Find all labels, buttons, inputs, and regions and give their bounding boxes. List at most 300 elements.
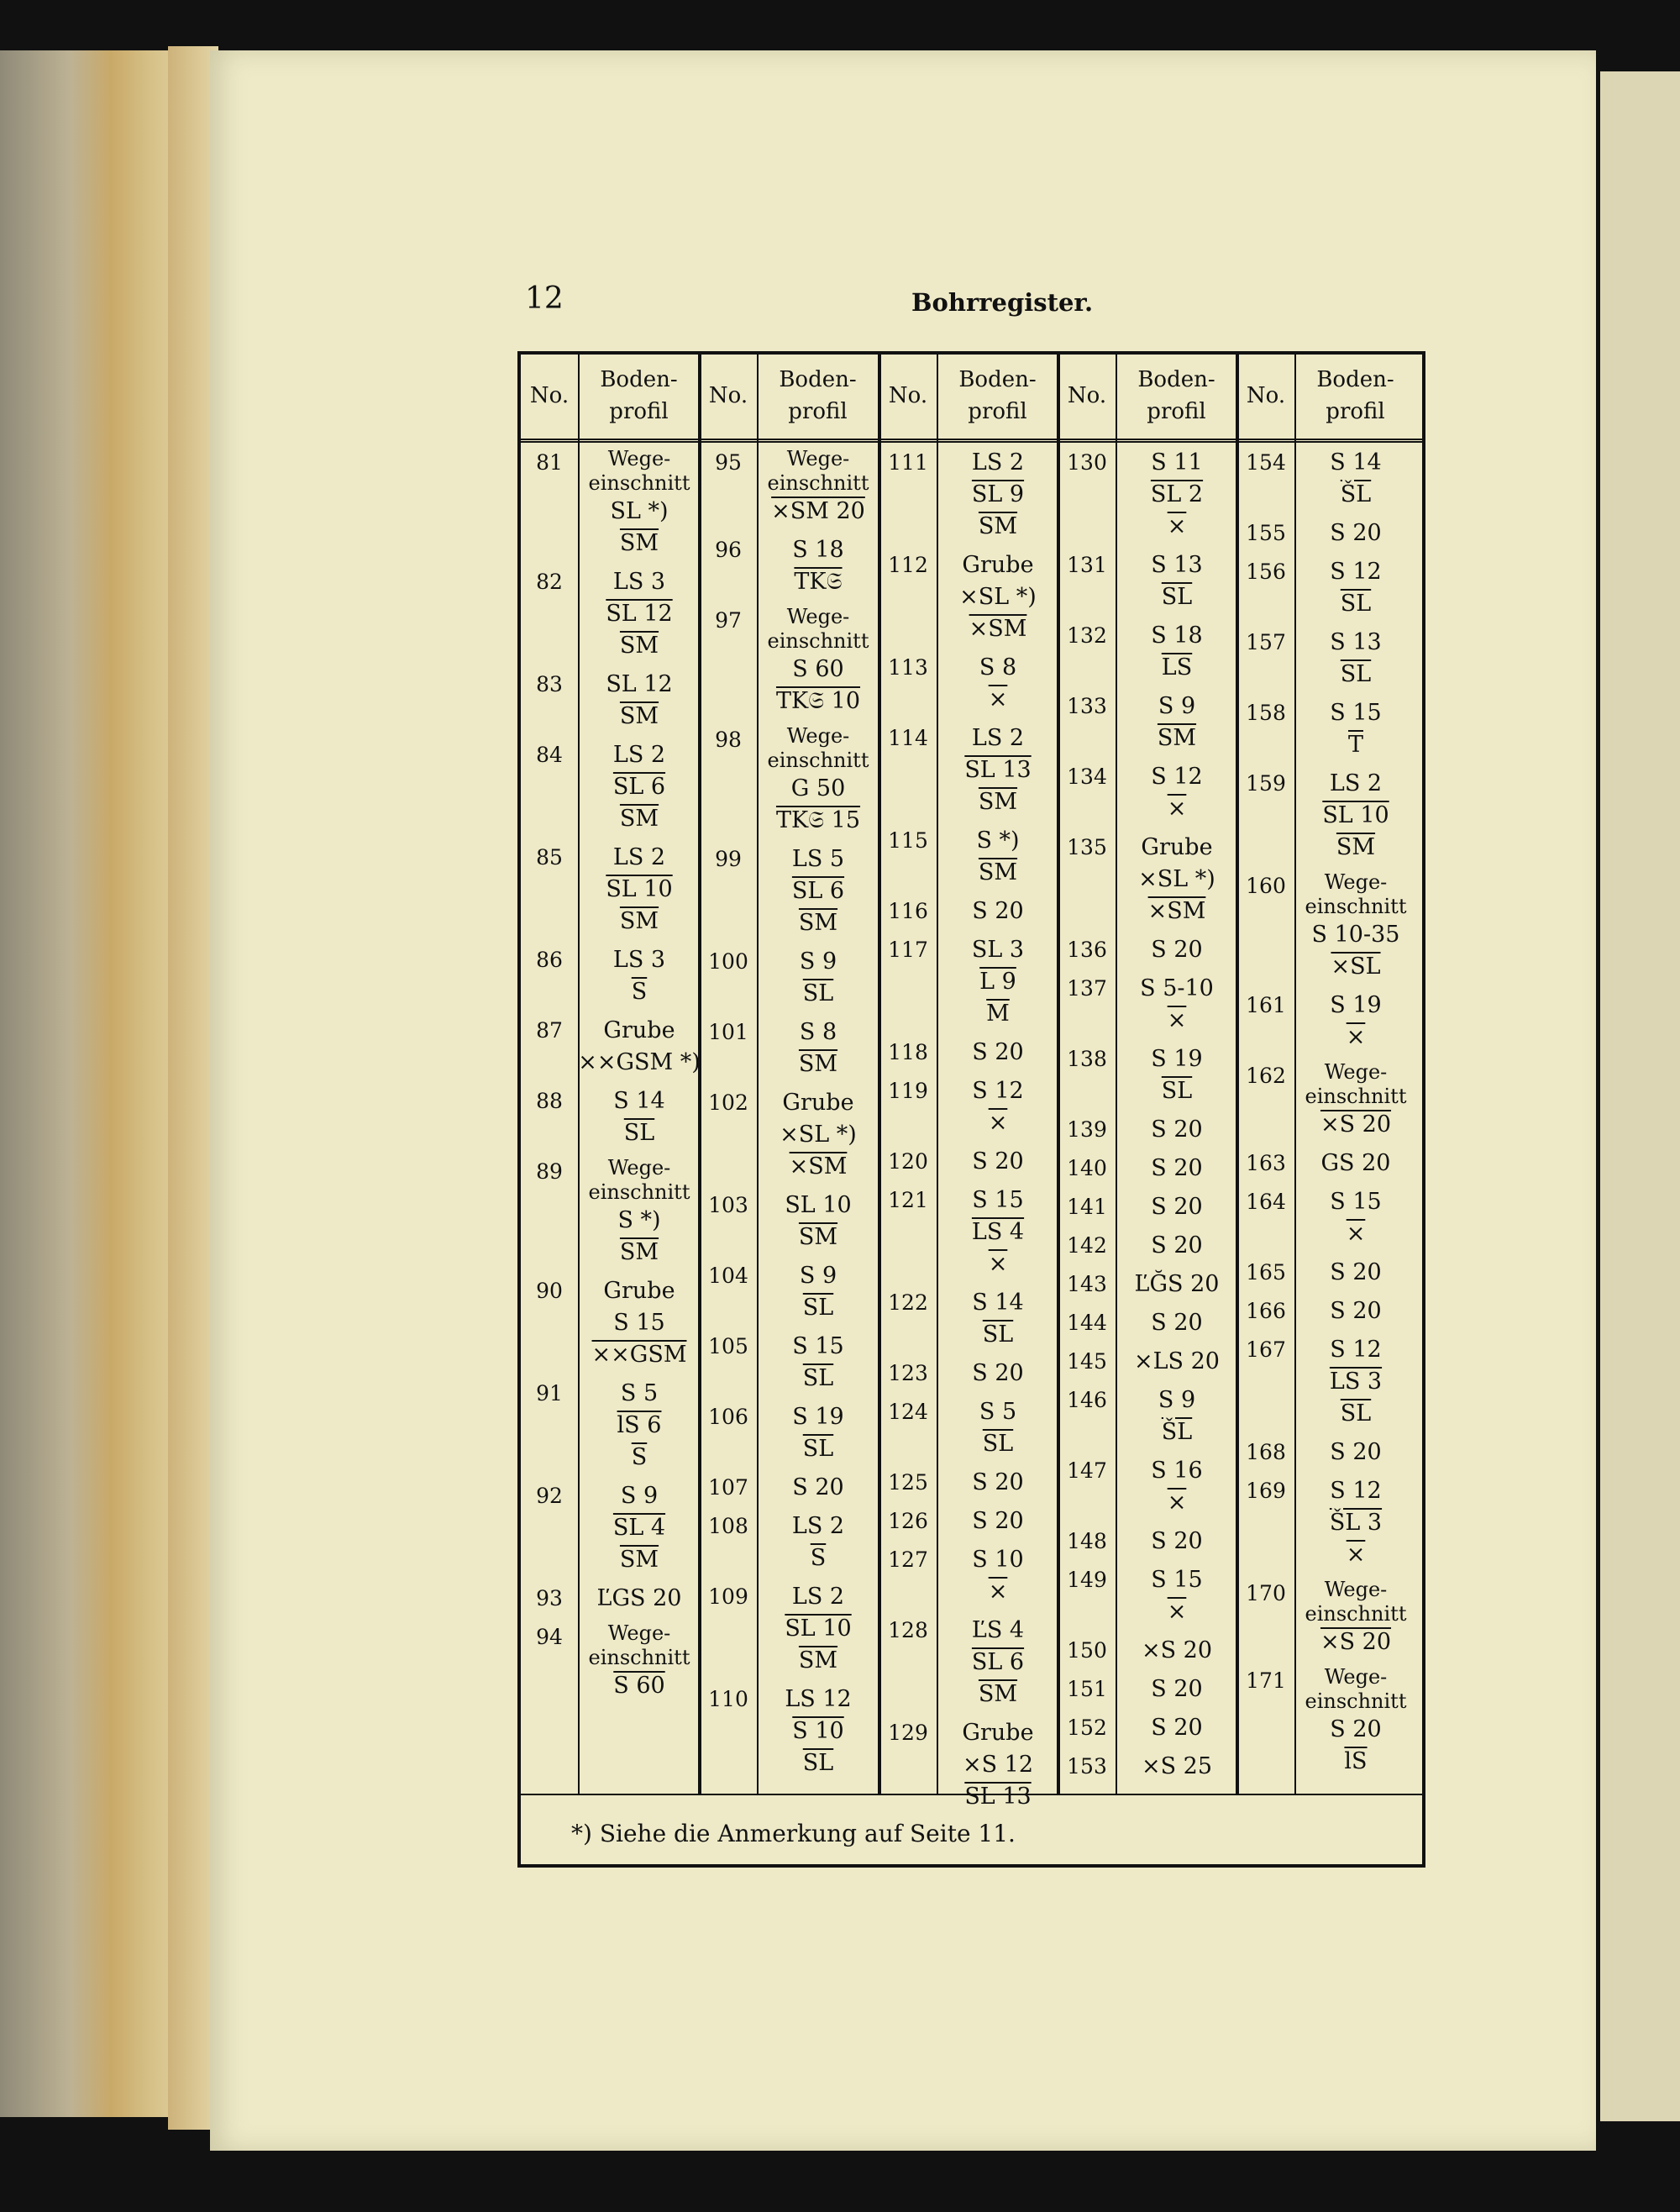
entry-number: 98 <box>715 728 742 752</box>
entry-number: 131 <box>1067 553 1107 577</box>
profil-line: S 9 <box>799 948 837 975</box>
profil-line: S 9 <box>1158 693 1196 719</box>
entry-number: 124 <box>888 1400 928 1424</box>
profil-line: Wege- <box>607 1156 671 1180</box>
profil-line: S 8 <box>979 654 1017 680</box>
running-head: Bohrregister. <box>911 288 1094 317</box>
profil-line: S 18 <box>792 537 844 563</box>
profil-line: LS 3 <box>1329 1369 1383 1395</box>
entry-number: 133 <box>1067 694 1107 718</box>
profil-line: ××GSM *) <box>578 1049 701 1075</box>
bodenprofil-cell <box>755 1260 881 1324</box>
profil-line: × <box>988 1110 1008 1136</box>
entry-number: 86 <box>536 948 563 972</box>
bodenprofil-cell <box>1114 447 1240 543</box>
header-no: No. <box>708 383 748 409</box>
profil-line: Wege- <box>786 447 850 470</box>
bodenprofil-cell <box>935 722 1061 818</box>
profil-line: S 5 <box>620 1380 659 1406</box>
profil-line: × <box>1167 1007 1187 1033</box>
entry-number: 97 <box>715 608 742 633</box>
bodenprofil-cell <box>576 447 702 560</box>
profil-line: × <box>988 1251 1008 1277</box>
entry-number: 154 <box>1246 450 1286 475</box>
entry-number: 144 <box>1067 1311 1107 1335</box>
entry-number: 111 <box>888 450 928 475</box>
bodenprofil-cell <box>1293 1148 1419 1180</box>
profil-line: S 16 <box>1151 1458 1203 1484</box>
profil-line: TK𝔖 10 <box>775 688 861 714</box>
profil-line: $\overline{SL}$ <box>982 1431 1014 1457</box>
header-bodenprofil: Boden- profil <box>779 367 857 424</box>
bodenprofil-cell <box>935 1358 1061 1390</box>
entry-number: 123 <box>888 1361 928 1385</box>
profil-line: SL 12 <box>606 601 673 627</box>
profil-line: S 15 <box>972 1187 1024 1213</box>
profil-line: $\overline{SL}$ <box>1161 1078 1193 1104</box>
entry-number: 96 <box>715 538 742 562</box>
profil-line: SL 6 <box>612 774 666 800</box>
profil-line: $\overline{SM}$ <box>798 910 838 936</box>
profil-line: $\overline{SM}$ <box>978 1681 1018 1707</box>
profil-line: S *) <box>976 828 1020 854</box>
profil-line: einschnitt <box>1305 895 1407 918</box>
profil-line: Grube <box>603 1017 675 1043</box>
profil-line: einschnitt <box>588 1646 690 1669</box>
bodenprofil-cell <box>576 669 702 733</box>
entry-number: 147 <box>1067 1458 1107 1483</box>
bodenprofil-cell <box>576 1480 702 1576</box>
entry-number: 102 <box>708 1090 748 1115</box>
bodenprofil-cell <box>1114 1230 1240 1262</box>
bodenprofil-cell <box>1293 518 1419 549</box>
profil-line: S 60 <box>792 656 844 682</box>
bodenprofil-cell <box>935 1505 1061 1537</box>
bodenprofil-cell <box>1114 1269 1240 1300</box>
profil-line: $\overline{SL}$ <box>802 1436 834 1462</box>
bodenprofil-cell <box>1114 1384 1240 1448</box>
entry-number: 100 <box>708 949 748 974</box>
profil-line: LS 2 <box>791 1584 845 1610</box>
entry-number: 162 <box>1246 1064 1286 1088</box>
profil-line: L 9 <box>979 969 1016 995</box>
profil-line: einschnitt <box>1305 1085 1407 1108</box>
entry-number: 170 <box>1246 1581 1286 1605</box>
entry-number: 130 <box>1067 450 1107 475</box>
entry-number: 142 <box>1067 1233 1107 1258</box>
profil-line: $\overline{ŠL}$ <box>1340 481 1372 507</box>
bodenprofil-cell <box>1114 1526 1240 1558</box>
profil-line: GS 20 <box>1320 1150 1391 1176</box>
profil-line: S 14 <box>613 1088 665 1114</box>
profil-line: einschnitt <box>767 749 869 772</box>
header-no: No. <box>888 383 928 409</box>
profil-line: SL 4 <box>612 1515 666 1541</box>
profil-line: S 20 <box>1151 1528 1203 1554</box>
entry-number: 82 <box>536 570 563 594</box>
entry-number: 116 <box>888 899 928 923</box>
profil-line: S 15 <box>1330 700 1382 726</box>
bodenprofil-cell <box>1293 990 1419 1053</box>
profil-line: S 20 <box>972 1469 1024 1495</box>
profil-line: einschnitt <box>588 1180 690 1204</box>
bodenprofil-cell <box>576 1156 702 1269</box>
entry-number: 159 <box>1246 771 1286 796</box>
bodenprofil-cell <box>1114 1191 1240 1223</box>
profil-line: S 20 <box>972 1148 1024 1174</box>
column-divider <box>698 355 701 1795</box>
profil-line: S 20 <box>1330 1716 1382 1742</box>
profil-line: S 20 <box>972 1360 1024 1386</box>
profil-line: × <box>988 1579 1008 1605</box>
entry-number: 121 <box>888 1188 928 1212</box>
profil-line: ×S 20 <box>1320 1629 1392 1655</box>
profil-line: S 20 <box>1151 1155 1203 1181</box>
entry-number: 109 <box>708 1584 748 1609</box>
entry-number: 145 <box>1067 1349 1107 1374</box>
entry-number: 132 <box>1067 623 1107 648</box>
profil-line: S 15 <box>613 1310 665 1336</box>
profil-line: SL 6 <box>971 1649 1025 1675</box>
profil-line: ×SM <box>789 1153 848 1180</box>
page-header <box>525 281 1436 323</box>
profil-line: lS 6 <box>617 1412 662 1438</box>
profil-line: $\overline{S}$ <box>631 979 648 1005</box>
profil-line: ×S 12 <box>962 1752 1034 1778</box>
entry-number: 89 <box>536 1159 563 1184</box>
profil-line: S 13 <box>1330 629 1382 655</box>
profil-line: $\overline{ŠL}$ <box>1161 1419 1193 1445</box>
profil-line: Grube <box>782 1090 854 1116</box>
bodenprofil-cell <box>1114 761 1240 825</box>
column-divider <box>878 355 881 1795</box>
profil-line: S 15 <box>1330 1189 1382 1215</box>
entry-number: 163 <box>1246 1151 1286 1175</box>
entry-number: 83 <box>536 672 563 696</box>
profil-line: S 12 <box>1330 1478 1382 1504</box>
entry-number: 117 <box>888 938 928 962</box>
profil-line: S 9 <box>799 1263 837 1289</box>
bodenprofil-cell <box>1114 1673 1240 1705</box>
profil-line: ××GSM <box>591 1342 687 1368</box>
profil-line: SL 2 <box>1150 481 1204 507</box>
bodenprofil-cell <box>755 1087 881 1183</box>
profil-line: S 20 <box>1330 1259 1382 1285</box>
profil-line: $\overline{SL}$ <box>802 980 834 1006</box>
profil-line: S 20 <box>1151 1194 1203 1220</box>
bodenprofil-cell <box>755 447 881 528</box>
profil-line: S 20 <box>972 898 1024 924</box>
entry-number: 92 <box>536 1484 563 1508</box>
bodenprofil-cell <box>1114 973 1240 1037</box>
bodenprofil-cell <box>576 1015 702 1079</box>
profil-line: S 20 <box>792 1474 844 1500</box>
profil-line: einschnitt <box>1305 1602 1407 1626</box>
entry-number: 112 <box>888 553 928 577</box>
profil-line: ×S 20 <box>1320 1111 1392 1138</box>
profil-line: LS 2 <box>612 844 666 870</box>
bodenprofil-cell <box>1293 1186 1419 1250</box>
header-bodenprofil: Boden- profil <box>600 367 678 424</box>
entry-number: 84 <box>536 743 563 767</box>
bodenprofil-cell <box>1114 691 1240 754</box>
profil-line: TK𝔖 <box>794 569 843 595</box>
bodenprofil-cell <box>935 1287 1061 1351</box>
profil-line: $\overline{SL}$ <box>623 1120 655 1146</box>
entry-number: 151 <box>1067 1677 1107 1701</box>
profil-line: $\overline{SL}$ <box>1161 584 1193 610</box>
profil-line: ×SL *) <box>780 1122 857 1148</box>
profil-line: SL 10 <box>1322 802 1389 828</box>
entry-number: 127 <box>888 1547 928 1572</box>
bodenprofil-cell <box>1293 1257 1419 1289</box>
bodenprofil-cell <box>576 842 702 938</box>
facing-page <box>1600 71 1680 2121</box>
profil-line: Grube <box>1141 834 1213 860</box>
profil-line: × <box>1346 1221 1366 1247</box>
entry-number: 88 <box>536 1089 563 1113</box>
bodenprofil-cell <box>755 1401 881 1465</box>
bohrregister-table <box>517 351 1425 1868</box>
page-number: 12 <box>525 281 564 316</box>
bodenprofil-cell <box>935 447 1061 543</box>
profil-line: LS 2 <box>791 1513 845 1539</box>
bodenprofil-cell <box>755 1331 881 1395</box>
entry-number: 91 <box>536 1381 563 1405</box>
entry-number: 119 <box>888 1079 928 1103</box>
profil-line: $\overline{SM}$ <box>798 1647 838 1673</box>
profil-line: S 10 <box>792 1718 844 1744</box>
profil-line: S 9 <box>620 1483 659 1509</box>
profil-line: Wege- <box>1324 1665 1388 1689</box>
profil-line: $\overline{SL}$ <box>1340 1400 1372 1427</box>
profil-line: S 10 <box>972 1547 1024 1573</box>
bodenprofil-cell <box>755 1017 881 1080</box>
profil-line: S 20 <box>972 1039 1024 1065</box>
entry-number: 113 <box>888 655 928 680</box>
profil-line: S 15 <box>792 1333 844 1359</box>
profil-line: S 19 <box>1330 992 1382 1018</box>
profil-line: G 50 <box>790 775 846 801</box>
profil-line: ×SL *) <box>959 584 1037 610</box>
bodenprofil-cell <box>935 549 1061 645</box>
entry-number: 106 <box>708 1405 748 1429</box>
column-divider <box>1057 355 1060 1795</box>
profil-line: Wege- <box>786 724 850 748</box>
bodenprofil-cell <box>935 1075 1061 1139</box>
header-no: No. <box>529 383 570 409</box>
footnote: *) Siehe die Anmerkung auf Seite 11. <box>571 1820 1016 1847</box>
profil-line: Wege- <box>1324 1060 1388 1084</box>
profil-line: $\overline{SM}$ <box>1157 725 1197 751</box>
entry-number: 161 <box>1246 993 1286 1017</box>
bodenprofil-cell <box>1114 1153 1240 1185</box>
bodenprofil-cell <box>1114 832 1240 927</box>
profil-line: × <box>1167 796 1187 822</box>
entry-number: 136 <box>1067 938 1107 962</box>
profil-line: ×S 25 <box>1141 1753 1213 1779</box>
bodenprofil-cell <box>755 1581 881 1677</box>
entry-number: 139 <box>1067 1117 1107 1142</box>
header-no: No. <box>1246 383 1286 409</box>
profil-line: × <box>1346 1542 1366 1568</box>
profil-line: $\overline{S}$ <box>810 1545 827 1571</box>
profil-line: SL 9 <box>971 481 1025 507</box>
entry-number: 155 <box>1246 521 1286 545</box>
header-bodenprofil: Boden- profil <box>1316 367 1394 424</box>
profil-line: LS 2 <box>971 449 1025 476</box>
profil-line: SL 13 <box>964 1784 1032 1810</box>
bodenprofil-cell <box>1293 627 1419 691</box>
entry-number: 148 <box>1067 1529 1107 1553</box>
bodenprofil-cell <box>1293 1475 1419 1571</box>
bodenprofil-cell <box>1293 1295 1419 1327</box>
profil-line: LS 12 <box>785 1686 852 1712</box>
profil-line: S 10-35 <box>1311 922 1400 948</box>
entry-number: 129 <box>888 1721 928 1745</box>
bodenprofil-cell <box>935 1185 1061 1280</box>
entry-number: 168 <box>1246 1440 1286 1464</box>
profil-line: $\overline{SL}$ <box>802 1750 834 1776</box>
bodenprofil-cell <box>935 825 1061 889</box>
profil-line: Grube <box>603 1278 675 1304</box>
entry-number: 101 <box>708 1020 748 1044</box>
profil-line: S 19 <box>792 1404 844 1430</box>
profil-line: $\overline{M}$ <box>986 1001 1010 1027</box>
profil-line: ŠL 3 <box>1329 1510 1383 1536</box>
profil-line: $\overline{lS}$ <box>1344 1748 1368 1774</box>
bodenprofil-cell <box>1114 1751 1240 1783</box>
profil-line: S 20 <box>1151 1715 1203 1741</box>
profil-line: $\overline{SM}$ <box>619 530 659 556</box>
profil-line: LS 4 <box>971 1219 1025 1245</box>
bodenprofil-cell <box>1293 447 1419 511</box>
profil-line: $\overline{SL}$ <box>982 1321 1014 1348</box>
bodenprofil-cell <box>576 1275 702 1371</box>
profil-line: $\overline{LS}$ <box>1161 654 1193 680</box>
profil-line: SL 10 <box>785 1192 852 1218</box>
profil-line: S *) <box>617 1207 661 1233</box>
profil-line: S 19 <box>1151 1046 1203 1072</box>
bodenprofil-cell <box>755 843 881 939</box>
profil-line: $\overline{SM}$ <box>619 806 659 832</box>
bodenprofil-cell <box>1114 1307 1240 1339</box>
entry-number: 125 <box>888 1470 928 1495</box>
entry-number: 94 <box>536 1625 563 1649</box>
profil-line: $\overline{SM}$ <box>978 513 1018 539</box>
profil-line: SL 6 <box>791 878 845 904</box>
bodenprofil-cell <box>935 1037 1061 1069</box>
profil-line: LS 2 <box>971 725 1025 751</box>
entry-number: 122 <box>888 1290 928 1315</box>
profil-line: S 13 <box>1151 552 1203 578</box>
entry-number: 165 <box>1246 1260 1286 1285</box>
profil-line: S 20 <box>1151 1117 1203 1143</box>
bodenprofil-cell <box>1293 1060 1419 1141</box>
entry-number: 160 <box>1246 874 1286 898</box>
profil-line: $\overline{SM}$ <box>978 859 1018 885</box>
entry-number: 118 <box>888 1040 928 1064</box>
bodenprofil-cell <box>1114 1455 1240 1519</box>
bodenprofil-cell <box>1293 768 1419 864</box>
profil-line: S 14 <box>1330 449 1382 476</box>
profil-line: × <box>1346 1024 1366 1050</box>
profil-line: ×LS 20 <box>1134 1348 1220 1374</box>
entry-number: 140 <box>1067 1156 1107 1180</box>
entry-number: 137 <box>1067 976 1107 1001</box>
profil-line: einschnitt <box>588 471 690 495</box>
profil-line: $\overline{SM}$ <box>798 1051 838 1077</box>
bodenprofil-cell <box>935 1396 1061 1460</box>
profil-line: S 20 <box>1330 520 1382 546</box>
profil-line: TK𝔖 15 <box>775 807 861 833</box>
entry-number: 95 <box>715 450 742 475</box>
profil-line: LS 2 <box>612 742 666 768</box>
profil-line: $\overline{SM}$ <box>798 1224 838 1250</box>
profil-line: Wege- <box>607 1621 671 1645</box>
bodenprofil-cell <box>935 652 1061 716</box>
profil-line: Wege- <box>607 447 671 470</box>
profil-line: × <box>1167 1599 1187 1625</box>
profil-line: $\overline{SM}$ <box>1336 834 1376 860</box>
bodenprofil-cell <box>1293 1334 1419 1430</box>
entry-number: 108 <box>708 1514 748 1538</box>
entry-number: 166 <box>1246 1299 1286 1323</box>
bodenprofil-cell <box>755 534 881 598</box>
bodenprofil-cell <box>935 1544 1061 1608</box>
bodenprofil-cell <box>755 1511 881 1574</box>
profil-line: einschnitt <box>767 471 869 495</box>
profil-line: $\overline{SM}$ <box>619 1239 659 1265</box>
entry-number: 104 <box>708 1264 748 1288</box>
bodenprofil-cell <box>755 605 881 717</box>
bodenprofil-cell <box>1114 1712 1240 1744</box>
entry-number: 87 <box>536 1018 563 1043</box>
entry-number: 149 <box>1067 1568 1107 1592</box>
profil-line: S 18 <box>1151 623 1203 649</box>
bodenprofil-cell <box>1114 1114 1240 1146</box>
profil-line: $\overline{SL}$ <box>1340 591 1372 617</box>
entry-number: 143 <box>1067 1272 1107 1296</box>
header-bodenprofil: Boden- profil <box>958 367 1037 424</box>
profil-line: ĽGS 20 <box>596 1585 682 1611</box>
profil-line: einschnitt <box>1305 1689 1407 1713</box>
profil-line: SL 12 <box>606 671 673 697</box>
profil-line: S 60 <box>613 1673 665 1699</box>
header-no: No. <box>1067 383 1107 409</box>
bodenprofil-cell <box>576 1378 702 1474</box>
profil-line: S 20 <box>1151 1232 1203 1258</box>
entry-number: 107 <box>708 1475 748 1500</box>
bodenprofil-cell <box>1114 549 1240 613</box>
profil-line: S 20 <box>1151 937 1203 963</box>
profil-line: SL 13 <box>964 757 1032 783</box>
profil-line: $\overline{SM}$ <box>619 908 659 934</box>
bodenprofil-cell <box>755 946 881 1010</box>
entry-number: 164 <box>1246 1190 1286 1214</box>
profil-line: S 20 <box>1330 1298 1382 1324</box>
entry-number: 114 <box>888 726 928 750</box>
bodenprofil-cell <box>576 1621 702 1702</box>
entry-number: 141 <box>1067 1195 1107 1219</box>
bodenprofil-cell <box>935 1146 1061 1178</box>
profil-line: LS 3 <box>612 569 666 595</box>
entry-number: 134 <box>1067 764 1107 789</box>
profil-line: S 5 <box>979 1399 1017 1425</box>
entry-number: 153 <box>1067 1754 1107 1779</box>
profil-line: $\overline{SM}$ <box>619 703 659 729</box>
entry-number: 115 <box>888 828 928 853</box>
